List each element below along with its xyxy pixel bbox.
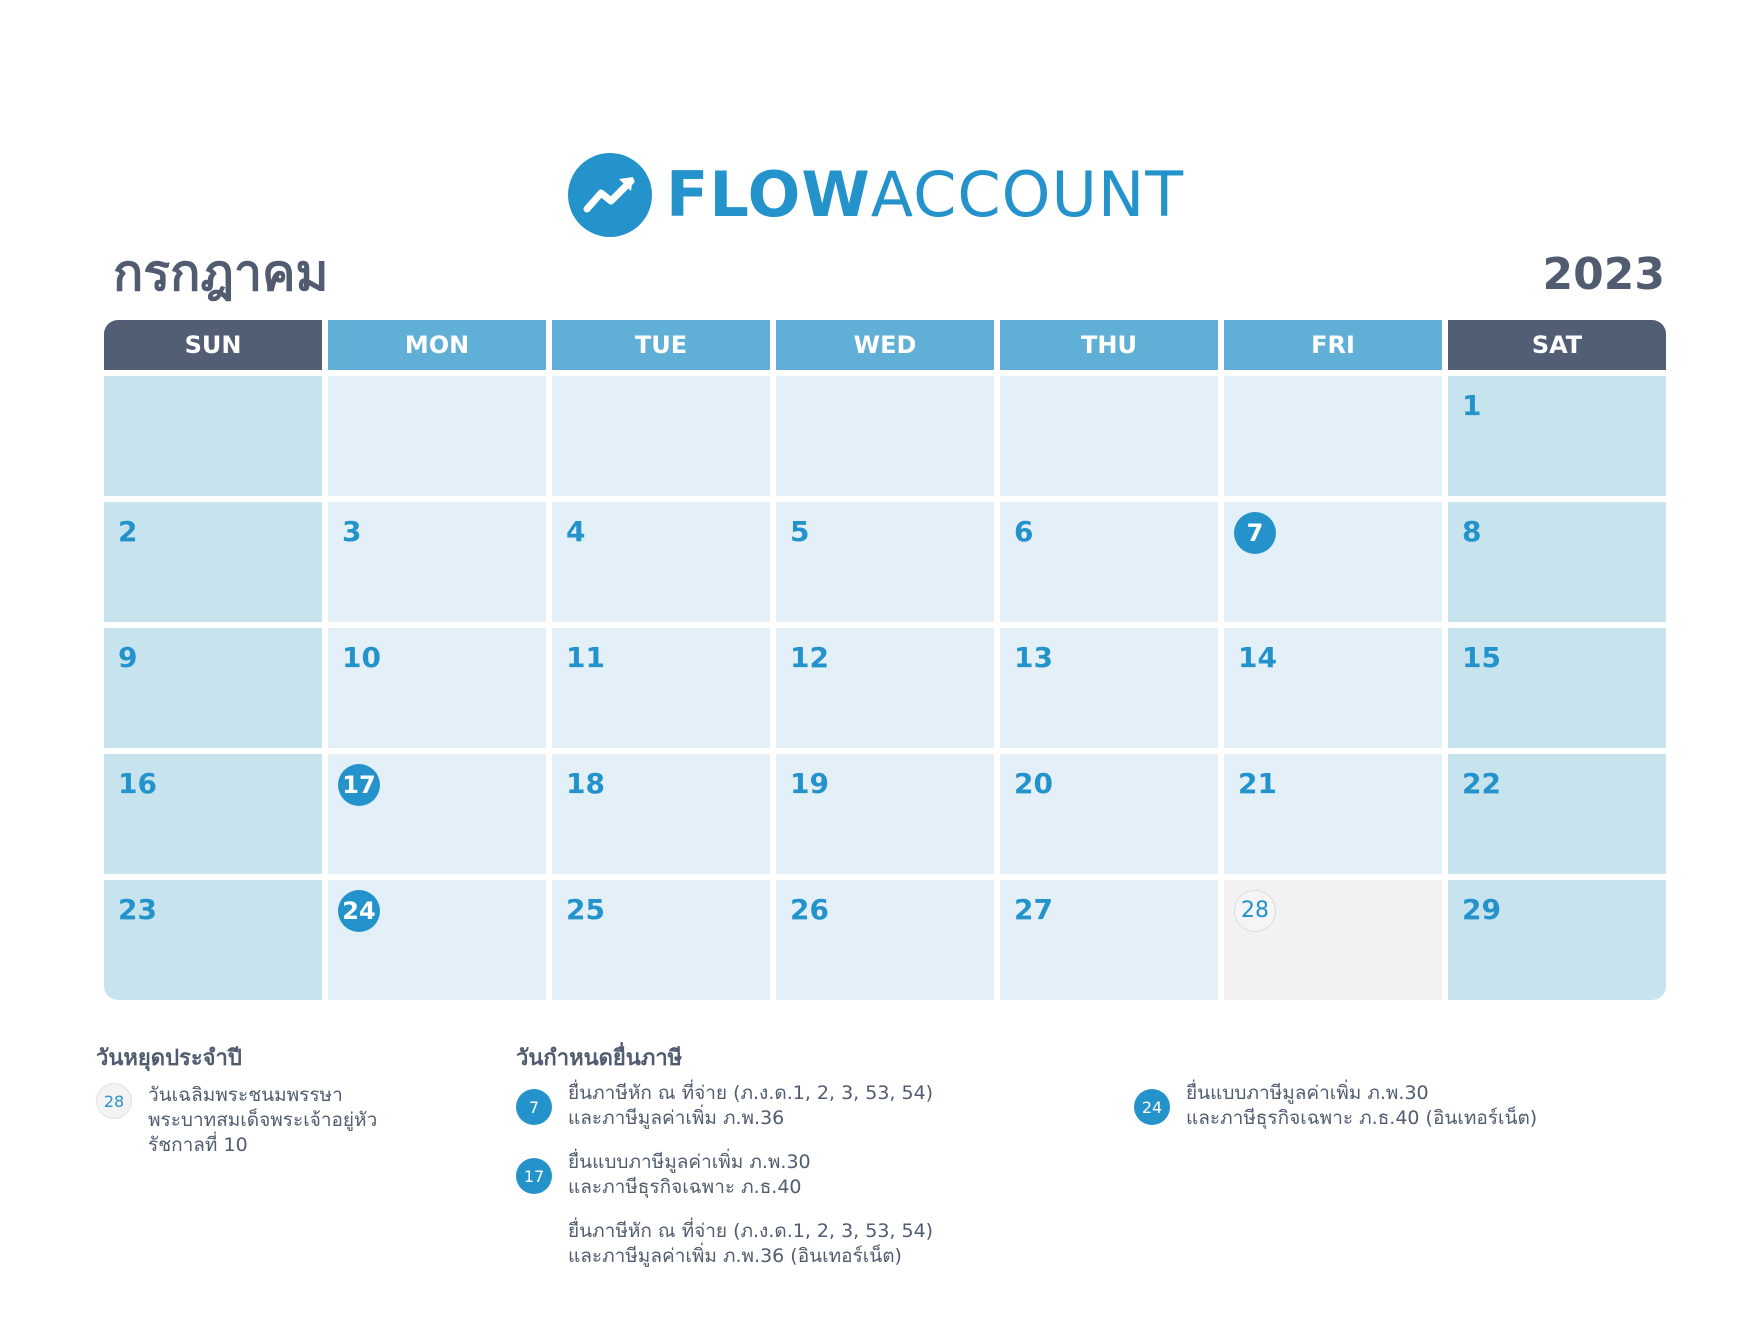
legend-line: พระบาทสมเด็จพระเจ้าอยู่หัว	[148, 1109, 378, 1131]
day-cell	[776, 502, 994, 622]
day-number: 20	[1014, 767, 1053, 800]
week-row	[104, 880, 1665, 1000]
day-number: 22	[1462, 767, 1501, 800]
day-cell	[776, 754, 994, 874]
day-cell	[1224, 628, 1442, 748]
day-number: 25	[566, 893, 605, 926]
day-cell	[552, 502, 770, 622]
day-number: 5	[790, 515, 810, 548]
day-cell	[1224, 880, 1442, 1000]
weekday-header-mon: MON	[328, 320, 546, 370]
day-cell	[1448, 880, 1666, 1000]
weekday-header-sun: SUN	[104, 320, 322, 370]
week-row	[104, 376, 1665, 496]
tax-day-badge: 24	[1134, 1089, 1170, 1125]
day-number: 14	[1238, 641, 1277, 674]
tax-legend-title: วันกำหนดยื่นภาษี	[516, 1046, 683, 1071]
tax-legend-item	[1134, 1081, 1537, 1131]
day-cell	[552, 628, 770, 748]
week-row	[104, 754, 1665, 874]
day-number: 16	[118, 767, 157, 800]
day-cell	[1448, 754, 1666, 874]
day-number: 9	[118, 641, 138, 674]
day-cell	[328, 628, 546, 748]
day-number: 18	[566, 767, 605, 800]
legend-line: ยื่นภาษีหัก ณ ที่จ่าย (ภ.ง.ด.1, 2, 3, 53, 54)	[568, 1082, 934, 1104]
weekday-header-wed: WED	[776, 320, 994, 370]
day-number: 19	[790, 767, 829, 800]
day-number: 24	[338, 890, 380, 932]
legend-line: และภาษีธุรกิจเฉพาะ ภ.ธ.40	[568, 1176, 802, 1198]
tax-legend-text	[568, 1150, 811, 1200]
day-number: 28	[1234, 890, 1276, 932]
day-number: 29	[1462, 893, 1501, 926]
legend-line: และภาษีมูลค่าเพิ่ม ภ.พ.36 (อินเทอร์เน็ต)	[568, 1245, 902, 1267]
weekday-header-sat: SAT	[1448, 320, 1666, 370]
legend-line: รัชกาลที่ 10	[148, 1134, 248, 1156]
day-number: 1	[1462, 389, 1482, 422]
week-row	[104, 502, 1665, 622]
day-cell	[776, 628, 994, 748]
trend-up-icon	[568, 153, 652, 237]
day-number: 21	[1238, 767, 1277, 800]
empty-day-cell	[552, 376, 770, 496]
day-cell	[1448, 628, 1666, 748]
year-title: 2023	[1542, 249, 1665, 300]
brand-wordmark-light: ACCOUNT	[870, 158, 1185, 231]
tax-day-badge: 17	[516, 1158, 552, 1194]
brand-wordmark	[666, 152, 1184, 238]
day-number: 26	[790, 893, 829, 926]
day-number: 12	[790, 641, 829, 674]
day-cell	[1000, 880, 1218, 1000]
brand-wordmark-bold: FLOW	[666, 158, 871, 231]
tax-legend-item	[516, 1081, 933, 1131]
day-cell	[104, 880, 322, 1000]
day-cell	[552, 880, 770, 1000]
day-cell	[1000, 628, 1218, 748]
day-cell	[1448, 502, 1666, 622]
holiday-legend-item	[96, 1083, 377, 1158]
empty-day-cell	[328, 376, 546, 496]
empty-day-cell	[1000, 376, 1218, 496]
day-cell	[1224, 502, 1442, 622]
weekday-header-row	[104, 320, 1665, 370]
tax-legend-item	[516, 1150, 811, 1200]
empty-day-cell	[776, 376, 994, 496]
day-number: 15	[1462, 641, 1501, 674]
day-cell	[328, 880, 546, 1000]
weekday-header-thu: THU	[1000, 320, 1218, 370]
legend-line: ยื่นแบบภาษีมูลค่าเพิ่ม ภ.พ.30	[1186, 1082, 1429, 1104]
day-cell	[104, 754, 322, 874]
empty-day-cell	[104, 376, 322, 496]
day-cell	[1448, 376, 1666, 496]
legend-line: และภาษีมูลค่าเพิ่ม ภ.พ.36	[568, 1107, 785, 1129]
week-row	[104, 628, 1665, 748]
tax-legend-text	[568, 1081, 933, 1131]
day-number: 27	[1014, 893, 1053, 926]
holiday-legend-text	[148, 1083, 377, 1158]
legend-line: ยื่นภาษีหัก ณ ที่จ่าย (ภ.ง.ด.1, 2, 3, 53, 54)	[568, 1220, 934, 1242]
day-cell	[1000, 502, 1218, 622]
legend-line: วันเฉลิมพระชนมพรรษา	[148, 1084, 343, 1106]
weekday-header-tue: TUE	[552, 320, 770, 370]
day-number: 13	[1014, 641, 1053, 674]
day-number: 17	[338, 764, 380, 806]
empty-day-cell	[1224, 376, 1442, 496]
day-cell	[1224, 754, 1442, 874]
day-cell	[104, 628, 322, 748]
tax-day-badge: 7	[516, 1089, 552, 1125]
calendar-weeks	[104, 376, 1665, 1000]
day-number: 23	[118, 893, 157, 926]
day-number: 11	[566, 641, 605, 674]
day-number: 6	[1014, 515, 1034, 548]
month-title: กรกฎาคม	[113, 244, 329, 302]
day-cell	[552, 754, 770, 874]
day-cell	[1000, 754, 1218, 874]
tax-legend-item-no-badge	[568, 1219, 933, 1269]
day-number: 2	[118, 515, 138, 548]
tax-legend-text	[1186, 1081, 1537, 1131]
legend-line: ยื่นแบบภาษีมูลค่าเพิ่ม ภ.พ.30	[568, 1151, 811, 1173]
tax-legend-text	[568, 1219, 933, 1269]
day-number: 10	[342, 641, 381, 674]
day-number: 8	[1462, 515, 1482, 548]
day-cell	[104, 502, 322, 622]
day-cell	[328, 754, 546, 874]
holiday-legend-title: วันหยุดประจำปี	[96, 1046, 242, 1071]
legend-line: และภาษีธุรกิจเฉพาะ ภ.ธ.40 (อินเทอร์เน็ต)	[1186, 1107, 1538, 1129]
holiday-day-badge: 28	[96, 1083, 132, 1119]
calendar-grid	[104, 320, 1665, 1000]
day-number: 3	[342, 515, 362, 548]
day-number: 4	[566, 515, 586, 548]
day-cell	[776, 880, 994, 1000]
day-cell	[328, 502, 546, 622]
flowaccount-logo	[568, 152, 1184, 238]
weekday-header-fri: FRI	[1224, 320, 1442, 370]
day-number: 7	[1234, 512, 1276, 554]
